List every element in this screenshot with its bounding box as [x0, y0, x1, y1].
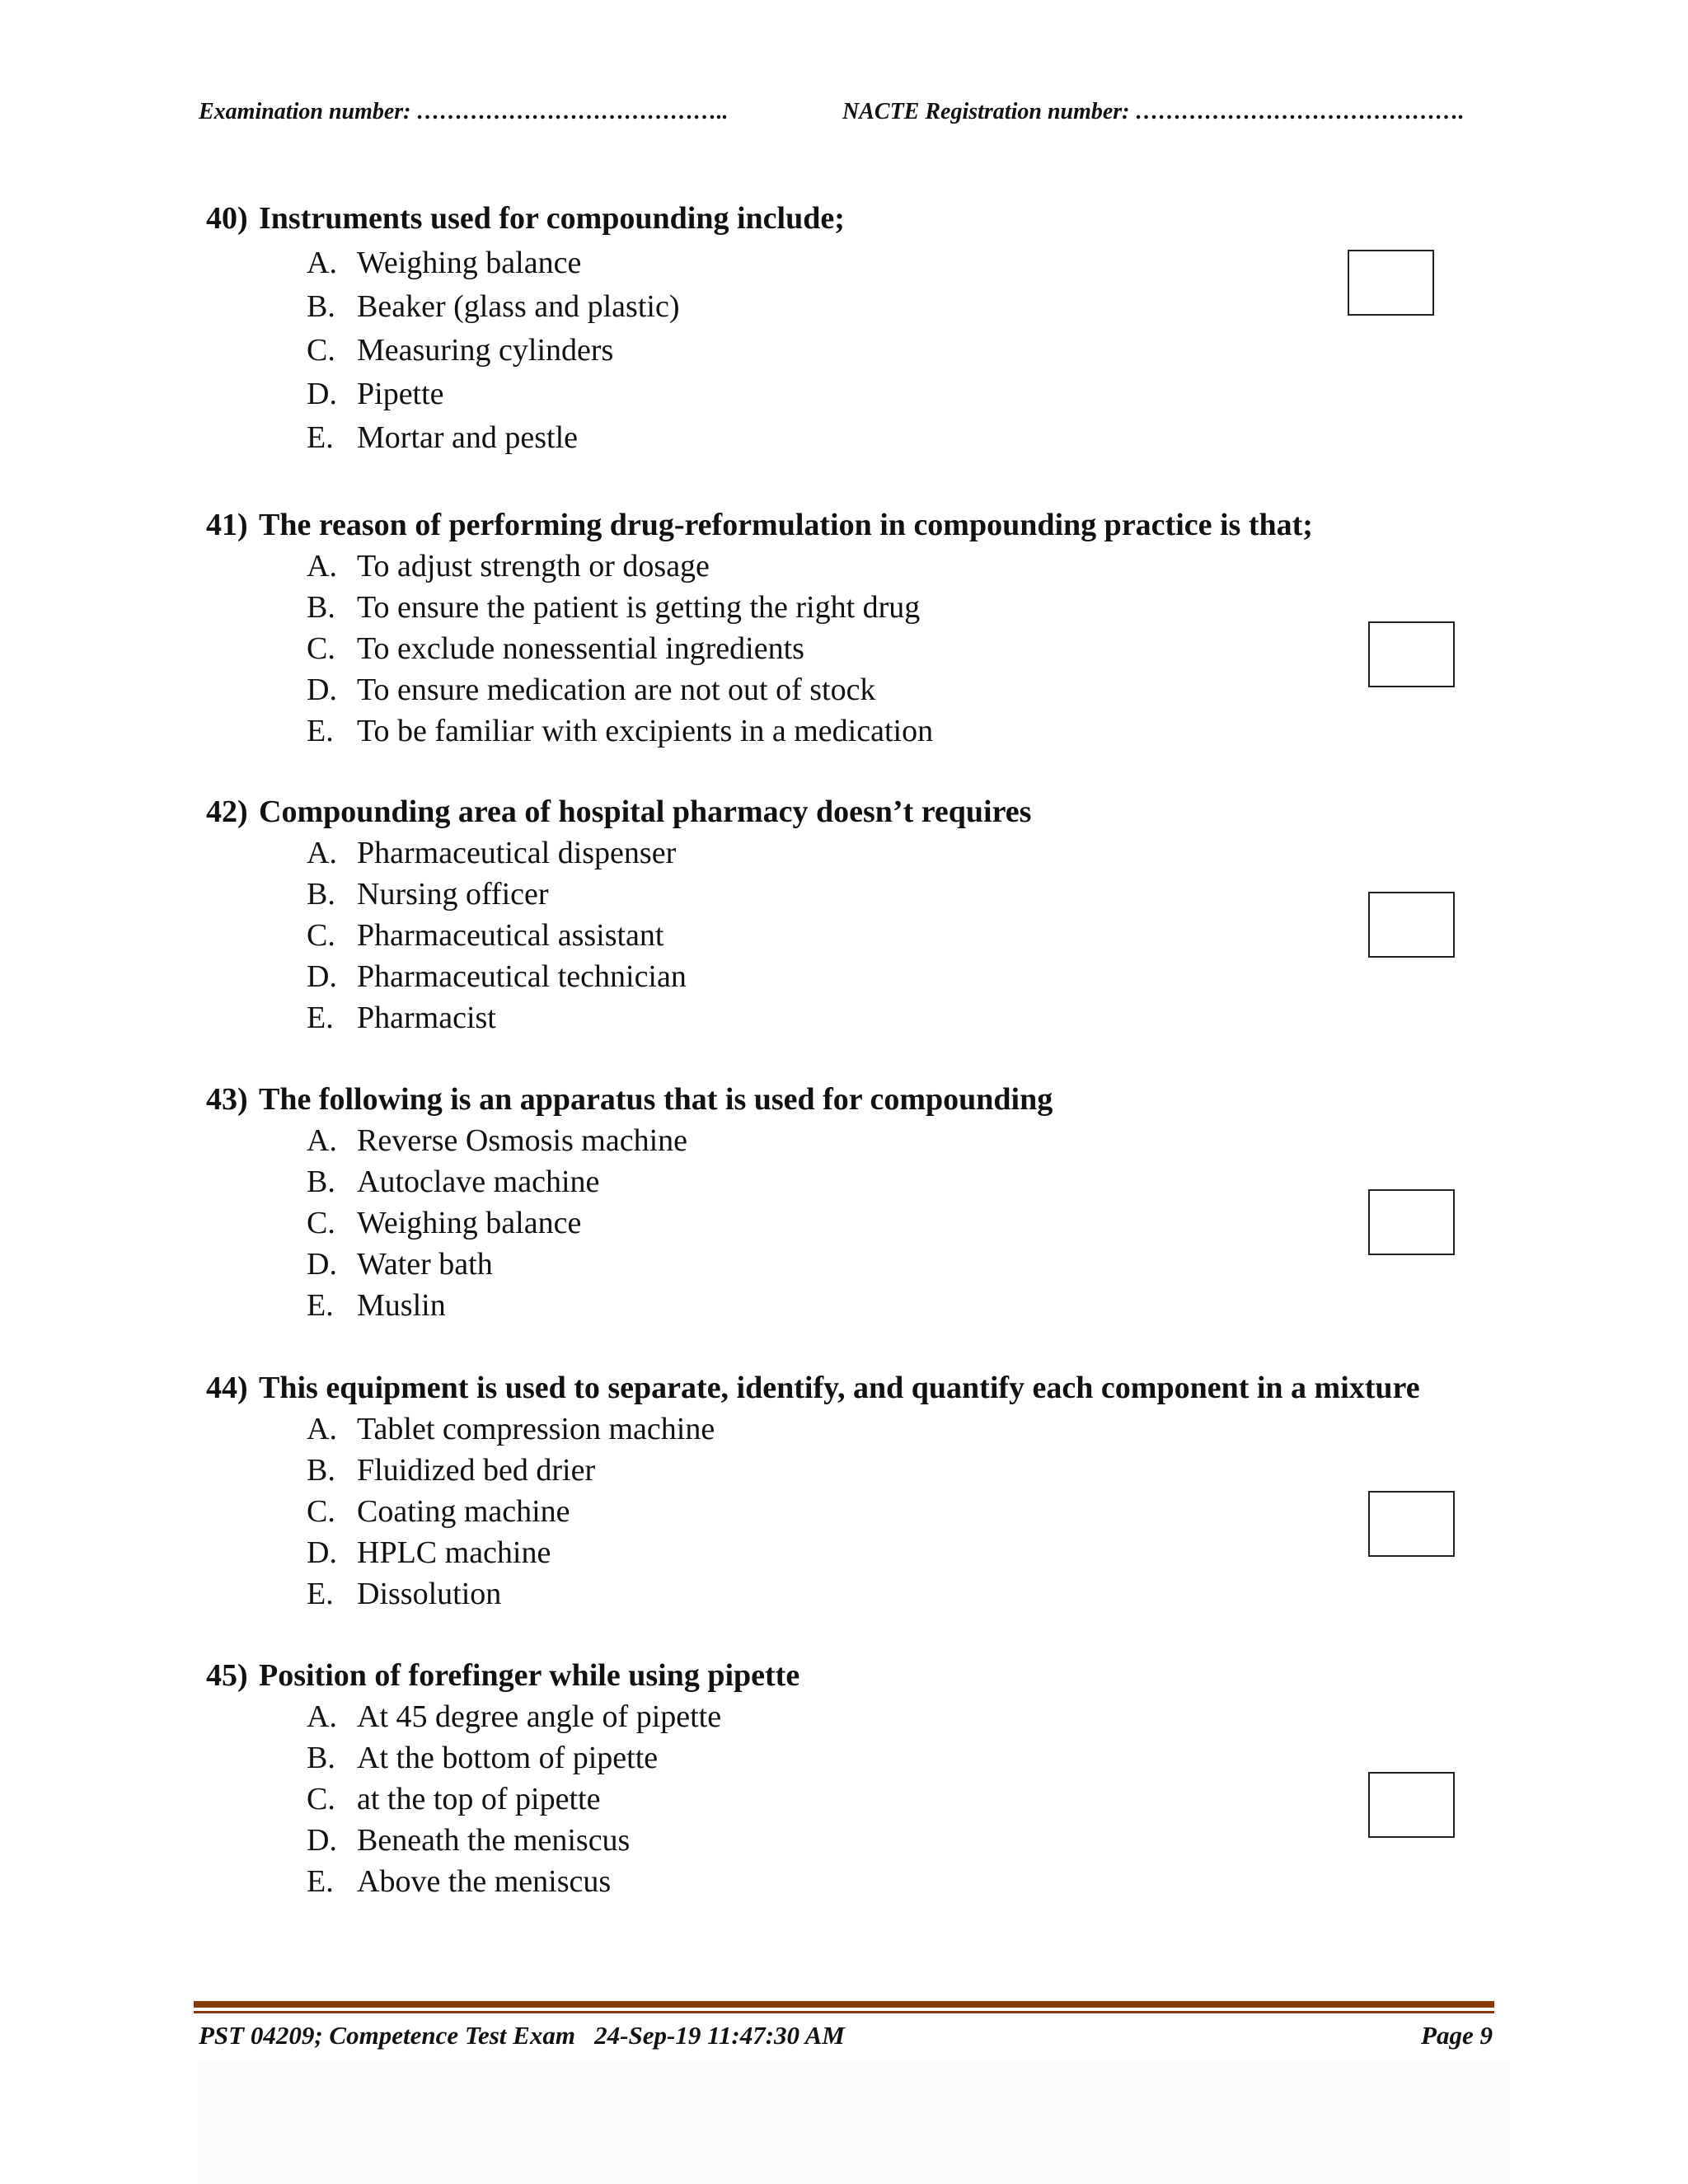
footer-divider-thick [194, 2001, 1494, 2008]
option-c [206, 915, 1525, 956]
option-text: Weighing balance [357, 246, 582, 280]
option-letter: A. [307, 836, 337, 870]
option-letter: B. [307, 877, 335, 912]
option-text: Pharmaceutical dispenser [357, 836, 677, 870]
question-text: Position of forefinger while using pipette [259, 1658, 800, 1693]
option-list [206, 1696, 1525, 1902]
option-c [206, 1779, 1525, 1820]
option-letter: C. [307, 333, 335, 368]
option-text: Pharmaceutical technician [357, 959, 687, 994]
option-list [206, 546, 1525, 752]
option-letter: C. [307, 1206, 335, 1240]
option-text: At the bottom of pipette [357, 1741, 659, 1775]
option-text: To adjust strength or dosage [357, 549, 710, 583]
option-d [206, 1244, 1525, 1285]
option-a [206, 1408, 1525, 1450]
option-text: Autoclave machine [357, 1165, 600, 1199]
option-a [206, 832, 1525, 874]
question-stem [206, 198, 1525, 239]
question-44 [206, 1367, 1525, 1615]
option-text: Weighing balance [357, 1206, 582, 1240]
answer-box-42[interactable] [1368, 892, 1455, 958]
option-letter: C. [307, 1782, 335, 1816]
option-d [206, 373, 1525, 416]
option-letter: C. [307, 1494, 335, 1529]
option-letter: B. [307, 1453, 335, 1488]
option-text: Beaker (glass and plastic) [357, 289, 680, 324]
option-a [206, 546, 1525, 587]
answer-box-41[interactable] [1368, 621, 1455, 687]
option-letter: E. [307, 1288, 334, 1323]
option-b [206, 587, 1525, 628]
option-text: Water bath [357, 1247, 493, 1282]
nacte-registration-label: NACTE Registration number: ……………………………………. [842, 99, 1465, 124]
option-letter: E. [307, 714, 334, 748]
option-text: Coating machine [357, 1494, 570, 1529]
option-letter: D. [307, 1247, 337, 1282]
question-text: Instruments used for compounding include; [259, 201, 845, 236]
page-bottom-margin [199, 2060, 1509, 2184]
question-number: 44) [206, 1371, 248, 1405]
option-a [206, 1120, 1525, 1161]
question-text: Compounding area of hospital pharmacy doesn’t requires [259, 794, 1032, 829]
question-45 [206, 1655, 1525, 1902]
option-letter: D. [307, 959, 337, 994]
option-c [206, 1202, 1525, 1244]
question-number: 43) [206, 1082, 248, 1117]
option-text: To ensure medication are not out of stock [357, 673, 876, 707]
option-list [206, 1120, 1525, 1326]
option-letter: E. [307, 420, 334, 455]
option-letter: E. [307, 1001, 334, 1035]
option-b [206, 1161, 1525, 1202]
option-letter: A. [307, 1412, 337, 1446]
option-letter: B. [307, 590, 335, 625]
question-41 [206, 504, 1525, 752]
option-letter: E. [307, 1864, 334, 1899]
option-text: Fluidized bed drier [357, 1453, 596, 1488]
option-text: Mortar and pestle [357, 420, 579, 455]
exam-info: PST 04209; Competence Test Exam 24-Sep-19 11:47:30 AM [199, 2021, 845, 2050]
option-letter: D. [307, 1535, 337, 1570]
option-letter: C. [307, 918, 335, 953]
option-e [206, 1573, 1525, 1615]
option-c [206, 329, 1525, 373]
answer-box-45[interactable] [1368, 1772, 1455, 1838]
question-stem [206, 1079, 1525, 1120]
option-text: To be familiar with excipients in a medication [357, 714, 934, 748]
question-text: This equipment is used to separate, identify, and quantify each component in a mixture [259, 1371, 1420, 1405]
option-text: Nursing officer [357, 877, 549, 912]
option-letter: B. [307, 289, 335, 324]
option-text: Beneath the meniscus [357, 1823, 631, 1858]
examination-number-label: Examination number: ………………………………….. [199, 99, 729, 124]
question-number: 42) [206, 794, 248, 829]
option-b [206, 1450, 1525, 1491]
option-text: To ensure the patient is getting the right drug [357, 590, 921, 625]
question-stem [206, 1655, 1525, 1696]
option-text: Dissolution [357, 1577, 502, 1611]
option-text: Pipette [357, 377, 444, 411]
option-text: Reverse Osmosis machine [357, 1123, 688, 1158]
option-letter: A. [307, 1699, 337, 1734]
option-b [206, 874, 1525, 915]
question-text: The reason of performing drug-reformulation in compounding practice is that; [259, 508, 1313, 542]
option-c [206, 1491, 1525, 1532]
option-text: HPLC machine [357, 1535, 551, 1570]
option-d [206, 1532, 1525, 1573]
question-stem [206, 791, 1525, 832]
option-e [206, 997, 1525, 1038]
option-letter: B. [307, 1165, 335, 1199]
option-text: at the top of pipette [357, 1782, 601, 1816]
answer-box-40[interactable] [1348, 250, 1434, 316]
question-number: 40) [206, 201, 248, 236]
page-header [199, 99, 1517, 132]
question-43 [206, 1079, 1525, 1326]
question-text: The following is an apparatus that is used for compounding [259, 1082, 1053, 1117]
option-text: Tablet compression machine [357, 1412, 715, 1446]
option-text: Above the meniscus [357, 1864, 612, 1899]
option-letter: B. [307, 1741, 335, 1775]
option-list [206, 1408, 1525, 1615]
option-text: Pharmaceutical assistant [357, 918, 664, 953]
option-text: To exclude nonessential ingredients [357, 631, 804, 666]
answer-box-43[interactable] [1368, 1189, 1455, 1255]
option-c [206, 628, 1525, 669]
option-letter: D. [307, 1823, 337, 1858]
option-a [206, 241, 1525, 285]
answer-box-44[interactable] [1368, 1491, 1455, 1557]
option-text: Pharmacist [357, 1001, 496, 1035]
option-list [206, 832, 1525, 1038]
option-text: Muslin [357, 1288, 446, 1323]
question-stem [206, 504, 1525, 546]
option-letter: D. [307, 673, 337, 707]
option-e [206, 710, 1525, 752]
option-d [206, 1820, 1525, 1861]
question-40 [206, 198, 1525, 460]
question-stem [206, 1367, 1525, 1408]
option-letter: D. [307, 377, 337, 411]
question-number: 45) [206, 1658, 248, 1693]
option-e [206, 1285, 1525, 1326]
option-letter: A. [307, 549, 337, 583]
option-e [206, 416, 1525, 460]
option-letter: E. [307, 1577, 334, 1611]
option-b [206, 1737, 1525, 1779]
option-d [206, 669, 1525, 710]
footer-divider-thin [194, 2011, 1494, 2013]
option-letter: A. [307, 1123, 337, 1158]
option-a [206, 1696, 1525, 1737]
option-text: Measuring cylinders [357, 333, 614, 368]
option-letter: A. [307, 246, 337, 280]
page-number: Page 9 [1421, 2021, 1493, 2050]
option-b [206, 285, 1525, 329]
page-footer [199, 2017, 1493, 2055]
option-list [206, 241, 1525, 460]
option-e [206, 1861, 1525, 1902]
option-d [206, 956, 1525, 997]
option-letter: C. [307, 631, 335, 666]
question-42 [206, 791, 1525, 1038]
question-number: 41) [206, 508, 248, 542]
option-text: At 45 degree angle of pipette [357, 1699, 722, 1734]
